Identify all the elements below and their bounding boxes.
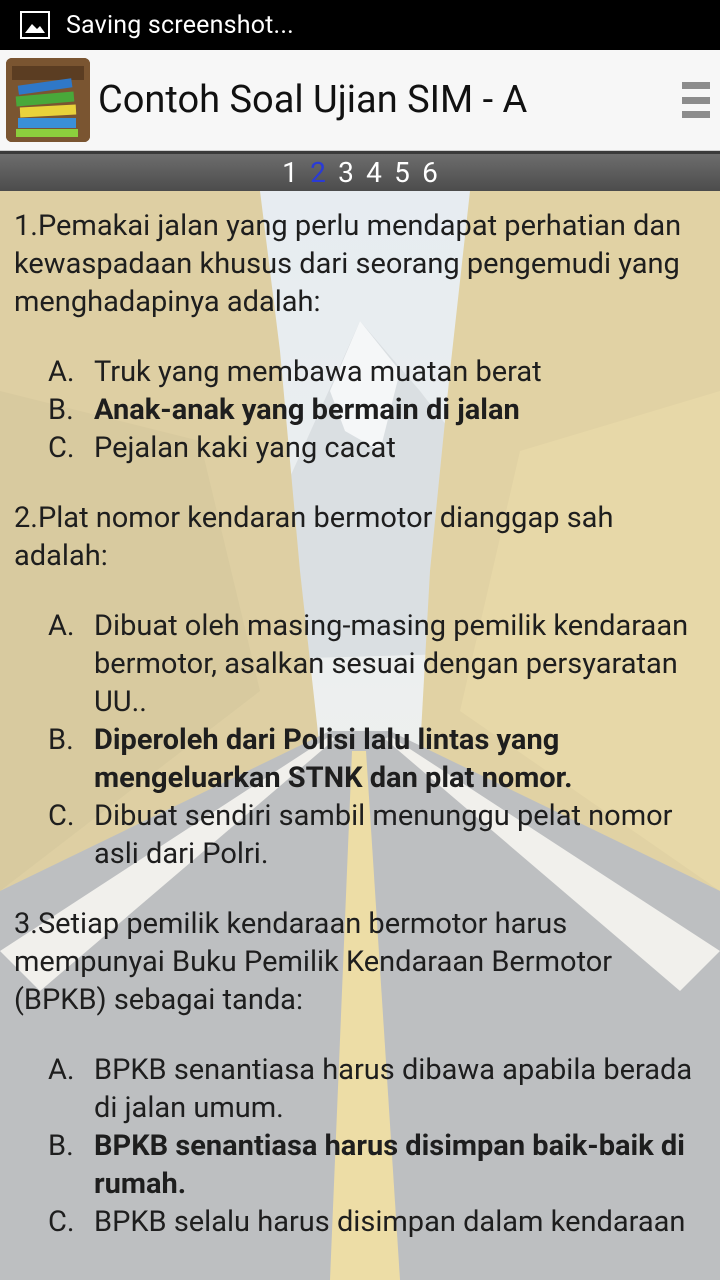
- answer-option: [14, 1203, 706, 1241]
- status-text: Saving screenshot...: [66, 10, 294, 40]
- question-content[interactable]: [0, 191, 720, 1280]
- answer-text: BPKB selalu harus disimpan dalam kendaraan: [94, 1205, 686, 1239]
- menu-bar-line: [682, 97, 710, 104]
- answer-text: Truk yang membawa muatan berat: [94, 355, 542, 389]
- answer-option: [14, 1051, 706, 1127]
- answer-option: [14, 607, 706, 721]
- menu-bar-line: [682, 111, 710, 118]
- answer-list: [14, 607, 706, 873]
- overflow-menu-button[interactable]: [682, 82, 710, 118]
- question-text: 2.Plat nomor kendaran bermotor dianggap sah adalah:: [14, 501, 614, 573]
- question-3: [14, 905, 706, 1241]
- answer-letter: B.: [48, 723, 74, 757]
- answer-text: Pejalan kaki yang cacat: [94, 431, 396, 465]
- image-icon: [20, 11, 50, 39]
- answer-option-correct: [14, 391, 706, 429]
- answer-letter: A.: [48, 1053, 75, 1087]
- answer-option: [14, 797, 706, 873]
- answer-letter: C.: [48, 1205, 75, 1239]
- answer-option: [14, 429, 706, 467]
- answer-list: [14, 353, 706, 467]
- answer-option: [14, 353, 706, 391]
- answer-text: BPKB senantiasa harus disimpan baik-baik di rumah.: [94, 1129, 685, 1201]
- answer-text: Dibuat oleh masing-masing pemilik kendaraan bermotor, asalkan sesuai dengan persyaratan UU..: [94, 609, 689, 719]
- answer-letter: A.: [48, 609, 75, 643]
- answer-letter: C.: [48, 431, 75, 465]
- page-tab-1[interactable]: 1: [282, 156, 298, 189]
- question-2: [14, 499, 706, 873]
- page-tab-6[interactable]: 6: [422, 156, 438, 189]
- action-bar: [0, 50, 720, 151]
- question-text: 1.Pemakai jalan yang perlu mendapat perhatian dan kewaspadaan khusus dari seorang pengemudi yang menghadapinya adalah:: [14, 209, 682, 319]
- answer-option-correct: [14, 721, 706, 797]
- answer-letter: A.: [48, 355, 75, 389]
- page-tab-2[interactable]: 2: [310, 156, 326, 189]
- answer-option-correct: [14, 1127, 706, 1203]
- page-tab-3[interactable]: 3: [338, 156, 354, 189]
- answer-text: Diperoleh dari Polisi lalu lintas yang mengeluarkan STNK dan plat nomor.: [94, 723, 573, 795]
- answer-letter: C.: [48, 799, 75, 833]
- question-list: [14, 207, 706, 1273]
- answer-letter: B.: [48, 1129, 74, 1163]
- app-logo-icon: [6, 58, 90, 142]
- app-title: Contoh Soal Ujian SIM - A: [98, 78, 528, 122]
- answer-text: Anak-anak yang bermain di jalan: [94, 393, 520, 427]
- page-tab-4[interactable]: 4: [366, 156, 382, 189]
- status-bar: [0, 0, 720, 50]
- question-1: [14, 207, 706, 467]
- question-text: 3.Setiap pemilik kendaraan bermotor harus mempunyai Buku Pemilik Kendaraan Bermotor (BPKB) sebagai tanda:: [14, 907, 613, 1017]
- page-tabs: [0, 151, 720, 191]
- answer-letter: B.: [48, 393, 74, 427]
- page-tab-5[interactable]: 5: [394, 156, 410, 189]
- answer-list: [14, 1051, 706, 1241]
- answer-text: Dibuat sendiri sambil menunggu pelat nomor asli dari Polri.: [94, 799, 673, 871]
- answer-text: BPKB senantiasa harus dibawa apabila berada di jalan umum.: [94, 1053, 693, 1125]
- menu-bar-line: [682, 82, 710, 89]
